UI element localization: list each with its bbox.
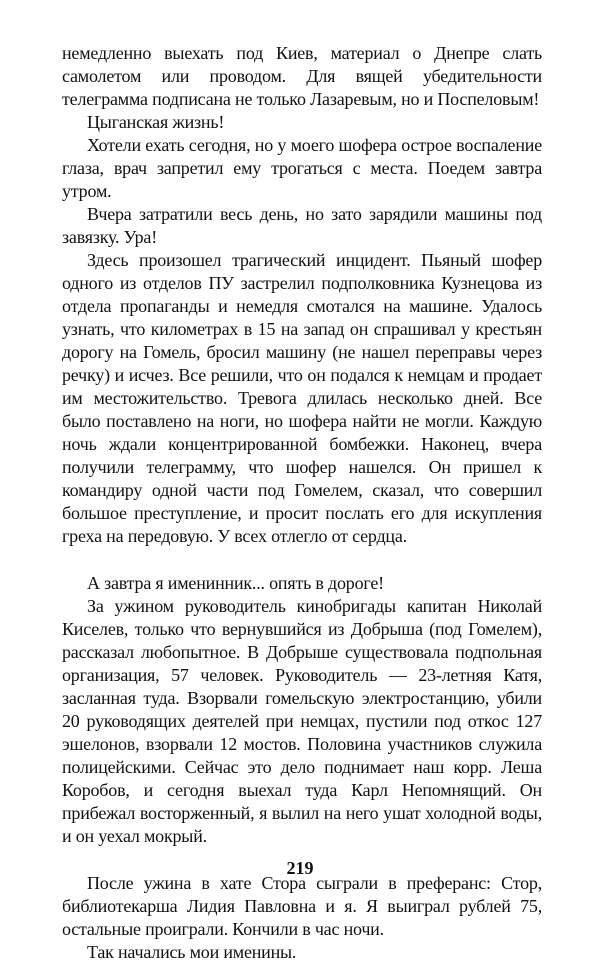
paragraph-name-day: А завтра я именинник... опять в дороге! [87,573,384,593]
page-number: 219 [286,858,314,878]
paragraph-name-day-start: Так начались мои именины. [87,942,297,962]
section-gap [62,548,542,572]
paragraph-driver-eye: Хотели ехать сегодня, но у моего шофера острое воспаление глаза, врач запретил ему трогаться с места. Поедем завтра утром. [62,135,542,201]
paragraph-dobrush-story: За ужином руководитель кинобригады капитан Николай Киселев, только что вернувшийся из Добрыша (под Гомелем), рассказал любопытное. В Добрыше существовала подпольная организация, 57 человек. Руководитель — 23-летняя Катя, засланная туда. Взорвали гомельскую электростанцию, убили 20 руководящих деятелей при немцах, пустили под откос 127 эшелонов, взорвали 12 мостов. Половина участников служила полицейскими. Сейчас это дело поднимает наш корр. Леша Коробов, и сегодня выехал туда Карл Непомнящий. Он прибежал восторженный, я вылил на него ушат холодной воды, и он уехал мокрый. [62,596,542,846]
paragraph-loaded-cars: Вчера затратили весь день, но зато зарядили машины под завязку. Ура! [62,204,542,247]
paragraph-continuation: немедленно выехать под Киев, материал о Днепре слать самолетом или проводом. Для вящей убедительности телеграмма подписана не только Лазаревым, но и Поспеловым! [62,43,542,109]
paragraph-preference-game: После ужина в хате Стора сыграли в преферанс: Стор, библиотекарша Лидия Павловна и я. Я выиграл рублей 75, остальные проиграли. Кончили в час ночи. [62,873,542,939]
paragraph-incident: Здесь произошел трагический инцидент. Пьяный шофер одного из отделов ПУ застрелил подполковника Кузнецова из отдела пропаганды и немедля смотался на машине. Удалось узнать, что километрах в 15 на запад он спрашивал у крестьян дорогу на Гомель, бросил машину (не нашел переправы через речку) и исчез. Все решили, что он подался к немцам и продает им местожительство. Тревога длилась несколько дней. Все было поставлено на ноги, но шофера найти не могли. Каждую ночь ждали концентрированной бомбежки. Наконец, вчера получили телеграмму, что шофер нашелся. Он пришел к командиру одной части под Гомелем, сказал, что совершил большое преступление, и просит послать его для искупления греха на передовую. У всех отлегло от сердца. [62,250,542,546]
paragraph-gypsy-life: Цыганская жизнь! [87,112,225,132]
page-body-text [62,42,542,964]
